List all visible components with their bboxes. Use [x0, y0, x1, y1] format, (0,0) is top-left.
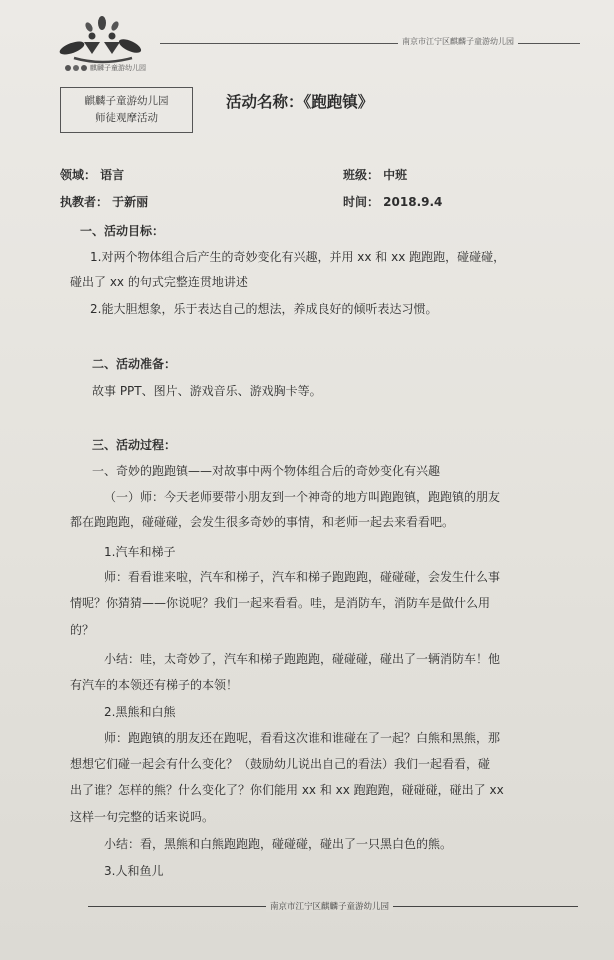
section2-heading: 二、活动准备： — [92, 357, 177, 371]
item2-line1: 师：跑跑镇的朋友还在跑呢，看看这次谁和谁碰在了一起？白熊和黑熊，那 — [104, 731, 501, 745]
meta-teacher: 执教者： 于新丽 — [60, 195, 149, 209]
item1-summary-line2: 有汽车的本领还有梯子的本领！ — [70, 678, 239, 692]
meta-class: 班级： 中班 — [343, 168, 408, 182]
section3-sub1: 一、奇妙的跑跑镇——对故事中两个物体组合后的奇妙变化有兴趣 — [92, 464, 441, 478]
item1-line1: 师：看看谁来啦，汽车和梯子，汽车和梯子跑跑跑，碰碰碰，会发生什么事 — [104, 570, 501, 584]
section1-goal1-line1: 1.对两个物体组合后产生的奇妙变化有兴趣，并用 xx 和 xx 跑跑跑，碰碰碰， — [90, 250, 506, 264]
header-kindergarten-name: 南京市江宁区麒麟子童游幼儿园 — [398, 36, 518, 47]
item1-line3: 的？ — [70, 623, 95, 637]
section3-para-line1: （一）师：今天老师要带小朋友到一个神奇的地方叫跑跑镇，跑跑镇的朋友 — [104, 490, 501, 504]
section3-heading: 三、活动过程： — [92, 438, 177, 452]
item2-title: 2.黑熊和白熊 — [104, 705, 176, 719]
box-line-2: 师徒观摩活动 — [95, 112, 158, 124]
section1-goal2: 2.能大胆想象，乐于表达自己的想法，养成良好的倾听表达习惯。 — [90, 302, 438, 316]
activity-type-box — [60, 87, 193, 133]
item2-line2: 想想它们碰一起会有什么变化？（鼓励幼儿说出自己的看法）我们一起看看，碰 — [70, 757, 491, 771]
logo-caption: 麒麟子童游幼儿园 — [90, 64, 146, 72]
meta-time: 时间： 2018.9.4 — [343, 195, 443, 209]
footer-rule — [88, 900, 578, 912]
box-line-1: 麒麟子童游幼儿园 — [84, 95, 169, 107]
item1-line2: 情呢？你猜猜——你说呢？我们一起来看看。哇，是消防车，消防车是做什么用 — [70, 596, 491, 610]
section1-heading: 一、活动目标： — [80, 224, 165, 238]
section2-body: 故事 PPT、图片、游戏音乐、游戏胸卡等。 — [92, 384, 322, 398]
kindergarten-logo-icon — [52, 14, 152, 80]
section1-goal1-line2: 碰出了 xx 的句式完整连贯地讲述 — [70, 275, 248, 289]
item2-line3: 出了谁？怎样的熊？什么变化了？你们能用 xx 和 xx 跑跑跑，碰碰碰，碰出了 xx — [70, 783, 504, 797]
item1-summary-line1: 小结：哇，太奇妙了，汽车和梯子跑跑跑，碰碰碰，碰出了一辆消防车！他 — [104, 652, 501, 666]
item3-title: 3.人和鱼儿 — [104, 864, 164, 878]
footer-kindergarten-name: 南京市江宁区麒麟子童游幼儿园 — [266, 900, 393, 912]
meta-domain: 领域： 语言 — [60, 168, 125, 182]
item1-title: 1.汽车和梯子 — [104, 545, 176, 559]
header-rule — [160, 38, 580, 48]
activity-title: 活动名称：《跑跑镇》 — [226, 93, 374, 111]
section3-para-line2: 都在跑跑跑，碰碰碰，会发生很多奇妙的事情，和老师一起去来看看吧。 — [70, 515, 455, 529]
item2-summary: 小结：看，黑熊和白熊跑跑跑，碰碰碰，碰出了一只黑白色的熊。 — [104, 837, 453, 851]
item2-line4: 这样一句完整的话来说吗。 — [70, 810, 215, 824]
